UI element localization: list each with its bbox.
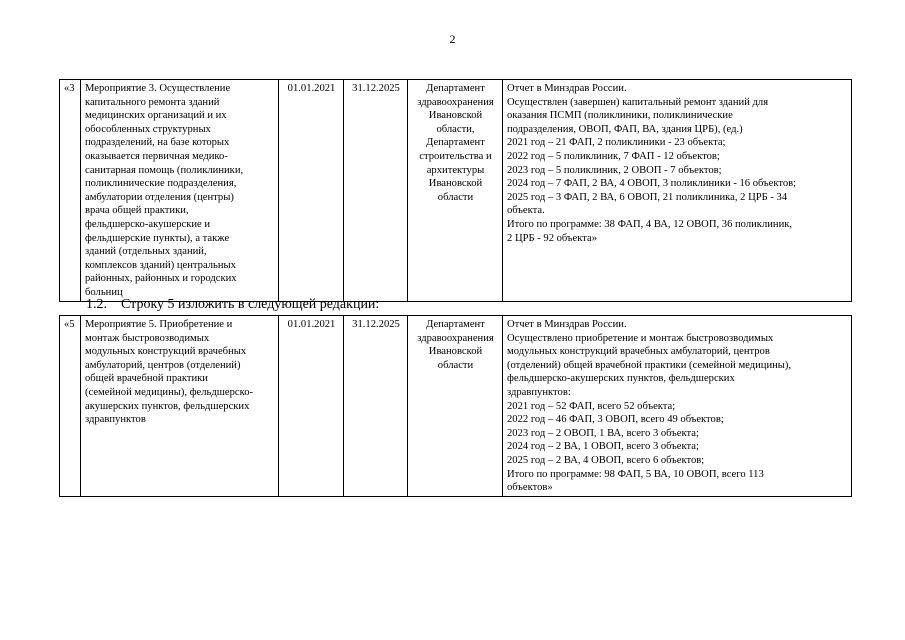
text-line: модульных конструкций врачебных амбулаторий, центров (507, 346, 770, 358)
text-line: поликлинические подразделения, (85, 178, 237, 190)
start-date: 01.01.2021 (279, 316, 344, 497)
measure-3-table (59, 79, 852, 302)
responsible-department (408, 80, 503, 302)
measure-description (81, 80, 279, 302)
text-line: оказывается первичная медико- (85, 150, 228, 162)
text-line: зданий (отдельных зданий, (85, 246, 207, 258)
text-line: амбулаторий, центров (отделений) (85, 359, 241, 371)
table-row (60, 316, 852, 497)
text-line: здравпунктов (85, 414, 146, 426)
text-line: фельдшерско-акушерских пунктов, фельдшерских (507, 373, 735, 385)
text-line: 2 ЦРБ - 92 объекта» (507, 232, 598, 244)
text-line: больниц (85, 286, 123, 298)
text-line: Департамент (426, 137, 485, 149)
text-line: общей врачебной практики (85, 373, 208, 385)
text-line: медицинских организаций и их (85, 110, 227, 122)
text-line: комплексов зданий) центральных (85, 259, 236, 271)
text-line: объектов» (507, 482, 553, 494)
text-line: 2021 год – 21 ФАП, 2 поликлиники - 23 объекта; (507, 137, 726, 149)
text-line: Отчет в Минздрав России. (507, 83, 627, 94)
row-number: «5 (60, 316, 81, 497)
text-line: Осуществлен (завершен) капитальный ремонт зданий для (507, 96, 769, 108)
text-line: врача общей практики, (85, 205, 189, 217)
text-line: здравоохранения (417, 332, 494, 344)
text-line: области (437, 359, 474, 371)
text-line: архитектуры (426, 164, 485, 176)
text-line: Ивановской (428, 110, 483, 122)
responsible-department (408, 316, 503, 497)
text-line: здравоохранения (417, 96, 494, 108)
measure-5-table (59, 315, 852, 497)
text-line: Осуществлено приобретение и монтаж быстровозводимых (507, 332, 774, 344)
text-line: амбулатории отделения (центры) (85, 191, 234, 203)
expected-result (503, 316, 852, 497)
text-line: области, (436, 123, 475, 135)
text-line: капитального ремонта зданий (85, 96, 220, 108)
text-line: объекта. (507, 205, 545, 217)
text-line: (семейной медицины), фельдшерско- (85, 386, 254, 398)
text-line: фельдшерские пункты), а также (85, 232, 230, 244)
text-line: Департамент (426, 319, 485, 330)
text-line: Мероприятие 5. Приобретение и (85, 319, 233, 330)
expected-result (503, 80, 852, 302)
page-number: 2 (449, 32, 456, 46)
text-line: Отчет в Минздрав России. (507, 319, 627, 330)
text-line: районных, районных и городских (85, 273, 237, 285)
measure-description (81, 316, 279, 497)
text-line: подразделений, на базе которых (85, 137, 230, 149)
text-line: Ивановской (428, 178, 483, 190)
text-line: (отделений) общей врачебной практики (семейной медицины), (507, 359, 792, 371)
end-date: 31.12.2025 (344, 80, 408, 302)
text-line: санитарная помощь (поликлиники, (85, 164, 244, 176)
text-line: фельдшерско-акушерские и (85, 218, 211, 230)
text-line: Итого по программе: 98 ФАП, 5 ВА, 10 ОВОП, всего 113 (507, 468, 764, 480)
row-number: «3 (60, 80, 81, 302)
text-line: Итого по программе: 38 ФАП, 4 ВА, 12 ОВОП, 36 поликлиник, (507, 218, 793, 230)
text-line: Мероприятие 3. Осуществление (85, 83, 231, 94)
text-line: монтаж быстровозводимых (85, 332, 210, 344)
end-date: 31.12.2025 (344, 316, 408, 497)
text-line: акушерских пунктов, фельдшерских (85, 400, 250, 412)
text-line: строительства и (419, 150, 492, 162)
text-line: 2024 год – 7 ФАП, 2 ВА, 4 ОВОП, 3 поликлиники - 16 объектов; (507, 178, 797, 190)
text-line: здравпунктов: (507, 386, 571, 398)
text-line: 2025 год – 3 ФАП, 2 ВА, 6 ОВОП, 21 поликлиника, 2 ЦРБ - 34 (507, 191, 788, 203)
text-line: подразделения, ОВОП, ФАП, ВА, здания ЦРБ), (ед.) (507, 123, 743, 135)
text-line: 2023 год – 5 поликлиник, 2 ОВОП - 7 объектов; (507, 164, 722, 176)
text-line: 2022 год – 5 поликлиник, 7 ФАП - 12 объектов; (507, 150, 720, 162)
text-line: 2022 год – 46 ФАП, 3 ОВОП, всего 49 объектов; (507, 414, 724, 426)
text-line: 2025 год – 2 ВА, 4 ОВОП, всего 6 объектов; (507, 454, 705, 466)
start-date: 01.01.2021 (279, 80, 344, 302)
text-line: Департамент (426, 83, 485, 94)
text-line: 2023 год – 2 ОВОП, 1 ВА, всего 3 объекта; (507, 427, 699, 439)
text-line: 2021 год – 52 ФАП, всего 52 объекта; (507, 400, 676, 412)
text-line: 2024 год – 2 ВА, 1 ОВОП, всего 3 объекта; (507, 441, 699, 453)
text-line: Ивановской (428, 346, 483, 358)
section-heading: 1.2. Строку 5 изложить в следующей редакции: (86, 297, 380, 312)
text-line: оказания ПСМП (поликлиники, поликлинические (507, 110, 733, 122)
text-line: обособленных структурных (85, 123, 211, 135)
table-row (60, 80, 852, 302)
text-line: модульных конструкций врачебных (85, 346, 247, 358)
text-line: области (437, 191, 474, 203)
